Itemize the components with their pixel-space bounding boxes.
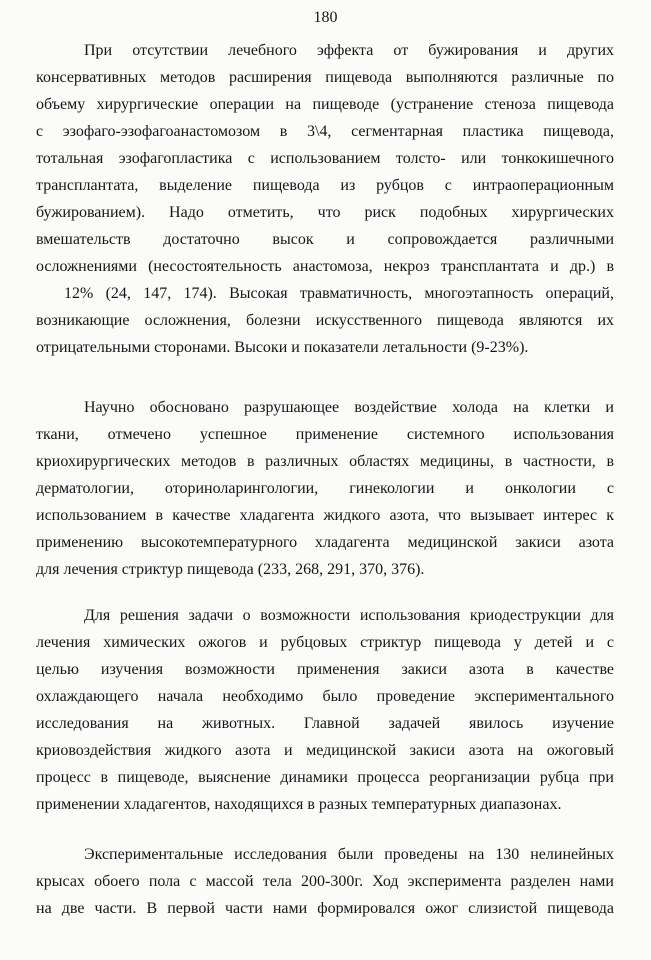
text-line: 12% (24, 147, 174). Высокая травматичность, многоэтапность операций, (64, 285, 614, 302)
text-line: При отсутствии лечебного эффекта от бужирования и других (84, 42, 614, 59)
text-line: применению высокотемпературного хладагента медицинской закиси азота (36, 534, 614, 551)
text-line: возникающие осложнения, болезни искусственного пищевода являются их (36, 312, 614, 329)
text-line: криовоздействия жидкого азота и медицинской закиси азота на ожоговый (36, 742, 614, 759)
paragraph-2 (36, 394, 614, 583)
text-line: целью изучения возможности применения закиси азота в качестве (36, 661, 614, 678)
text-line: с эзофаго-эзофагоанастомозом в 3\4, сегментарная пластика пищевода, (36, 123, 614, 140)
paragraph-3 (36, 602, 614, 818)
text-line: на две части. В первой части нами формировался ожог слизистой пищевода (36, 900, 614, 917)
text-line: охлаждающего начала необходимо было проведение экспериментального (36, 688, 614, 705)
text-line: Для решения задачи о возможности использования криодеструкции для (84, 607, 614, 624)
text-line: отрицательными сторонами. Высоки и показатели летальности (9-23%). (36, 339, 529, 356)
text-line: тотальная эзофагопластика с использованием толсто- или тонкокишечного (36, 150, 614, 167)
text-line: для лечения стриктур пищевода (233, 268, 291, 370, 376). (36, 561, 425, 578)
text-line: дерматологии, оториноларингологии, гинекологии и онкологии с (36, 480, 614, 497)
text-line: трансплантата, выделение пищевода из рубцов с интраоперационным (36, 177, 614, 194)
text-line: бужированием). Надо отметить, что риск подобных хирургических (36, 204, 614, 221)
paragraph-4 (36, 841, 614, 922)
text-line: крысах обоего пола с массой тела 200-300г. Ход эксперимента разделен нами (36, 873, 614, 890)
text-line: исследования на животных. Главной задачей явилось изучение (36, 715, 614, 732)
text-line: использованием в качестве хладагента жидкого азота, что вызывает интерес к (36, 507, 614, 524)
text-line: Научно обосновано разрушающее воздействие холода на клетки и (84, 399, 614, 416)
text-line: ткани, отмечено успешное применение системного использования (36, 426, 614, 443)
text-line: осложнениями (несостоятельность анастомоза, некроз трансплантата и др.) в (36, 258, 614, 275)
text-line: лечения химических ожогов и рубцовых стриктур пищевода у детей и с (36, 634, 614, 651)
paragraph-1 (36, 37, 614, 361)
text-line: консервативных методов расширения пищевода выполняются различные по (36, 69, 614, 86)
text-line: криохирургических методов в различных областях медицины, в частности, в (36, 453, 614, 470)
text-line: применении хладагентов, находящихся в разных температурных диапазонах. (36, 796, 562, 813)
text-line: объему хирургические операции на пищеводе (устранение стеноза пищевода (36, 96, 614, 113)
text-line: вмешательств достаточно высок и сопровождается различными (36, 231, 614, 248)
page-number: 180 (313, 9, 338, 26)
text-line: Экспериментальные исследования были проведены на 130 нелинейных (84, 846, 614, 863)
text-line: процесс в пищеводе, выяснение динамики процесса реорганизации рубца при (36, 769, 614, 786)
